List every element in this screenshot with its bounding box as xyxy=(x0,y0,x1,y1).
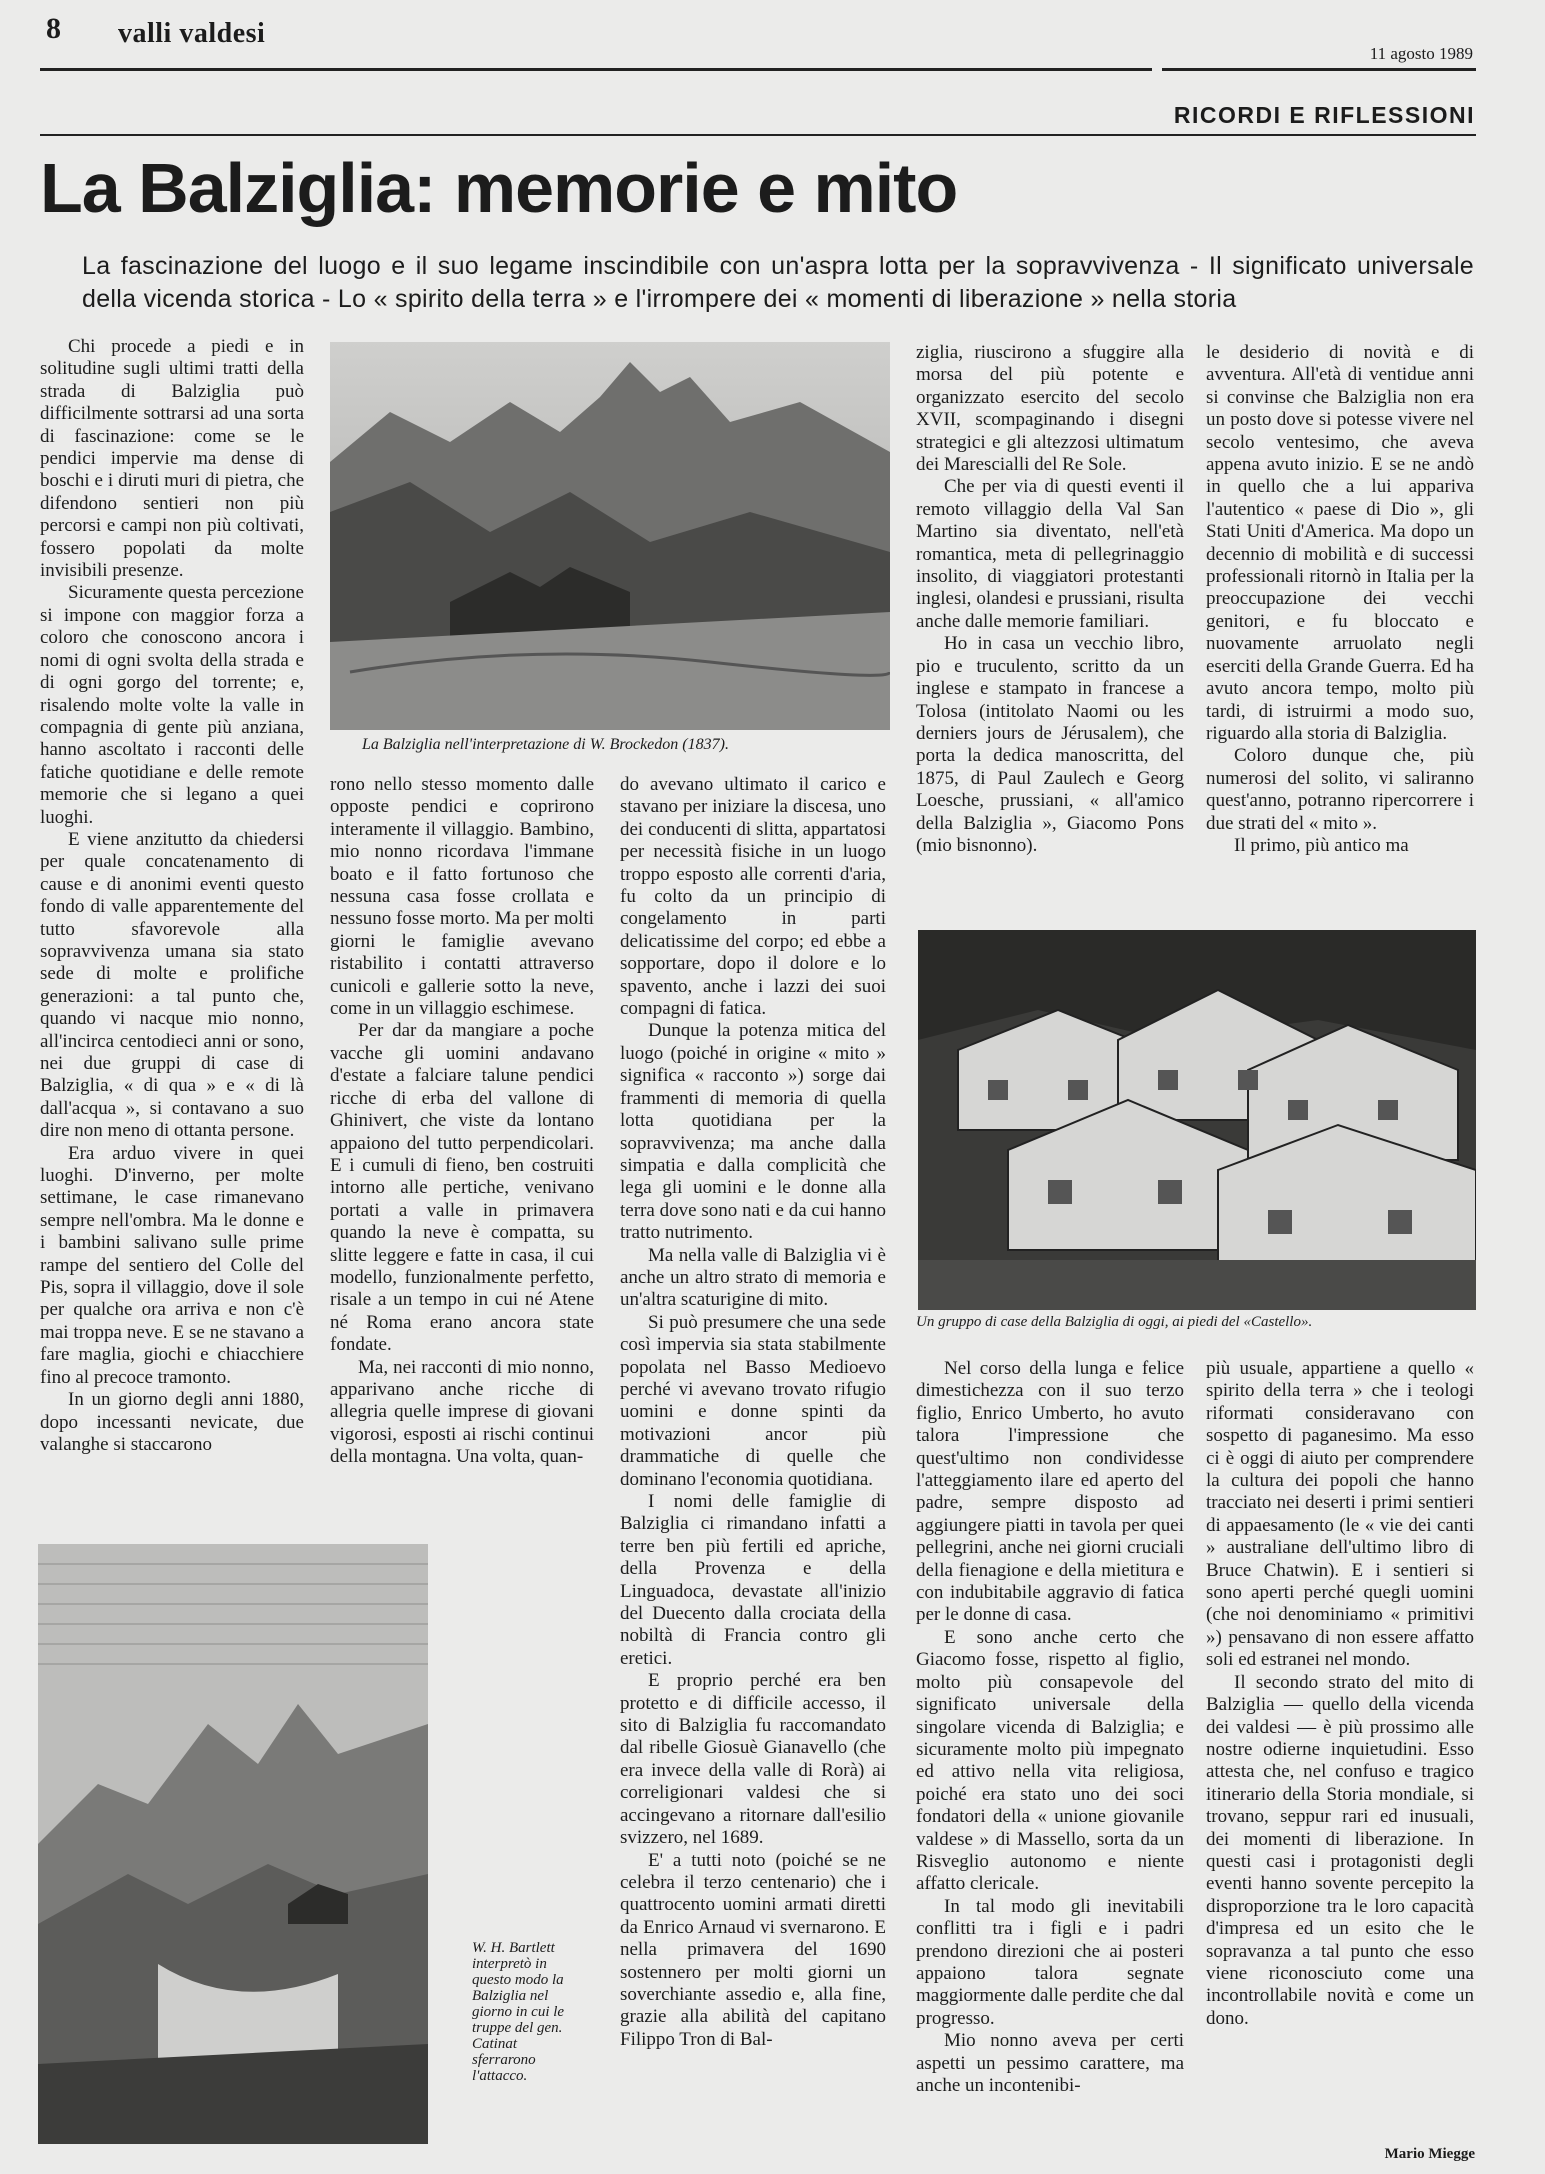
paragraph: Nel corso della lunga e felice dimestichezza con il suo terzo figlio, Enrico Umberto, ho avuto talora l'impressione che quest'ultimo non condividesse l'atteggiamento ilare ed aperto del padre, sempre disposto ad aggiungere piatti in tavola per quei pellegrini, anche nei giorni cruciali della fienagione e della mietitura e con indubitabile aggravio di fatica per le donne di casa. xyxy=(916,1358,1184,1626)
paragraph: Ma, nei racconti di mio nonno, apparivano anche ricche di allegria quelle imprese di giovani vigorosi, esposti ai rischi continui della montagna. Una volta, quan- xyxy=(330,1356,594,1468)
header-rule xyxy=(1162,68,1476,71)
paragraph: Il primo, più antico ma xyxy=(1234,834,1409,856)
text-column-6 xyxy=(916,1358,1184,2097)
paragraph: ziglia, riuscirono a sfuggire alla morsa del più potente e organizzato esercito del secolo XVII, scompaginando i disegni strategici e gli altezzosi ultimatum dei Marescialli del Re Sole. xyxy=(916,342,1184,476)
text-column-3 xyxy=(620,774,886,2051)
byline: Mario Miegge xyxy=(1384,2146,1475,2162)
paragraph: Chi procede a piedi e in solitudine sugli ultimi tratti della strada di Balziglia può difficilmente sottrarsi ad una sorta di fascinazione: come se le pendici impervie ma dense di boschi e i diruti muri di pietra, che difendono sentieri non più percorsi e campi non più coltivati, fossero popolati da molte invisibili presenze. xyxy=(40,336,304,582)
bartlett-engraving xyxy=(38,1544,428,2144)
brockedon-engraving xyxy=(330,342,890,730)
page-number: 8 xyxy=(46,12,61,45)
paragraph: rono nello stesso momento dalle opposte pendici e coprirono interamente il villaggio. Bambino, mio nonno ricordava l'immane boato e il fatto fortunoso che nessuna casa fosse crollata e nessuno fosse morto. Ma per molti giorni le famiglie avevano ristabilito i contatti attraverso cunicoli e gallerie sotto la neve, come in un villaggio eschimese. xyxy=(330,774,594,1020)
caption-brockedon: La Balziglia nell'interpretazione di W. Brockedon (1837). xyxy=(362,736,729,753)
masthead: valli valdesi xyxy=(118,18,266,49)
caption-bartlett: W. H. Bartlett interpretò in questo modo la Balziglia nel giorno in cui le truppe del gen. Catinat sferrarono l'attacco. xyxy=(472,1940,565,2084)
paragraph: più usuale, appartiene a quello « spirito della terra » che i teologi riformati consideravano con sospetto di paganesimo. Ma esso ci è oggi di aiuto per comprendere la cultura dei popoli che hanno tracciato nei deserti i primi sentieri di appaesamento (le « vie dei canti » australiane dell'ultimo libro di Bruce Chatwin). E i sentieri si sono aperti perché quegli uomini (che noi denominiamo « primitivi ») pensavano di non essere affatto soli ed estranei nel mondo. xyxy=(1206,1358,1474,1671)
paragraph: Che per via di questi eventi il remoto villaggio della Val San Martino sia diventato, nell'età romantica, meta di pellegrinaggio insolito, di viaggiatori protestanti inglesi, olandesi e prussiani, risulta anche dalle memorie familiari. xyxy=(916,476,1184,632)
paragraph: E viene anzitutto da chiedersi per quale concatenamento di cause e di anonimi eventi questo fondo di valle apparentemente del tutto sfavorevole alla sopravvivenza umana sia stato sede di molte e prolifiche generazioni: a tal punto che, quando vi nacque mio nonno, all'incirca centodieci anni or sono, nei due gruppi di case di Balziglia, « di qua » e « di là dall'acqua », si contavano a suo dire non meno di ottanta persone. xyxy=(40,828,304,1142)
paragraph: E proprio perché era ben protetto e di difficile accesso, il sito di Balziglia fu raccomandato dal ribelle Giosuè Gianavello (che era invece della valle di Rorà) ai correligionari valdesi che si accingevano a ritornare dall'esilio svizzero, nel 1689. xyxy=(620,1670,886,1849)
text-column-1 xyxy=(40,336,304,1456)
houses-photo xyxy=(918,930,1476,1310)
paragraph: Ma nella valle di Balziglia vi è anche un altro strato di memoria e un'altra scaturigine di mito. xyxy=(620,1244,886,1311)
header-rule xyxy=(40,68,1152,71)
paragraph: Dunque la potenza mitica del luogo (poiché in origine « mito » significa « racconto ») sorge dai frammenti di memoria di quella lotta quotidiana per la sopravvivenza; ma anche dalla simpatia e dalla complicità che lega gli uomini e le donne alla terra dove sono nati e da cui hanno tratto nutrimento. xyxy=(620,1020,886,1244)
issue-date: 11 agosto 1989 xyxy=(1369,44,1473,63)
paragraph: Ho in casa un vecchio libro, pio e truculento, scritto da un inglese e stampato in francese a Tolosa (intitolato Naomi ou les derniers jours de Jérusalem), che porta la dedica manoscritta, del 1875, di Paul Zaulech e Georg Loesche, prussiani, « all'amico della Balziglia », Giacomo Pons (mio bisnonno). xyxy=(916,633,1184,856)
article-subtitle: La fascinazione del luogo e il suo legame inscindibile con un'aspra lotta per la sopravvivenza - Il significato universale della vicenda storica - Lo « spirito della terra » e l'irrompere dei « momenti di liberazione » nella storia xyxy=(82,252,1474,313)
paragraph: Per dar da mangiare a poche vacche gli uomini andavano d'estate a falciare talune pendici ricche di erba del vallone di Ghinivert, che viste da lontano appaiono del tutto perpendicolari. E i cumuli di fieno, ben costruiti intorno alle pertiche, venivano portati a valle in primavera quando la neve è compatta, su slitte leggere e fatte in casa, il cui modello, funzionalmente perfetto, risale a un tempo in cui né Atene né Roma erano ancora state fondate. xyxy=(330,1020,594,1356)
paragraph: le desiderio di novità e di avventura. All'età di ventidue anni si convinse che Balziglia non era un posto dove si potesse vivere nel secolo ventesimo, che aveva appena avuto inizio. E se ne andò in quello che a lui appariva l'autentico « paese di Dio », gli Stati Uniti d'America. Ma dopo un decennio di mobilità e di successi professionali ritornò in Italia per la preoccupazione dei vecchi genitori, e fu bloccato e nuovamente arruolato negli eserciti della Grande Guerra. Ed ha avuto ancora tempo, molto più tardi, di istruirmi a modo suo, riguardo alla storia di Balziglia. xyxy=(1206,342,1474,744)
text-column-4 xyxy=(916,342,1184,857)
text-column-5 xyxy=(1206,342,1474,857)
section-rule xyxy=(40,134,1476,136)
paragraph: Il secondo strato del mito di Balziglia — quello della vicenda dei valdesi — è più prossimo alle nostre odierne inquietudini. Esso attesta che, nel confuso e tragico itinerario della Storia mondiale, si trovano, seppur rari ed inusuali, dei momenti di liberazione. In questi casi i protagonisti degli eventi hanno sovente percepito la disproporzione tra le loro capacità d'impresa ed un esito che le sopravanza a tal punto che esso viene riconosciuto come una incontrollabile novità e come un dono. xyxy=(1206,1671,1474,2029)
paragraph: E' a tutti noto (poiché se ne celebra il terzo centenario) che i quattrocento uomini armati diretti da Enrico Arnaud vi svernarono. E nella primavera del 1690 sostennero per molti giorni un soverchiante assedio e, alla fine, grazie alla abilità del capitano Filippo Tron di Bal- xyxy=(620,1849,886,2050)
paragraph: I nomi delle famiglie di Balziglia ci rimandano infatti a terre ben più fertili ed apriche, della Provenza e della Linguadoca, devastate all'inizio del Duecento dalla crociata della nobiltà di Francia contro gli eretici. xyxy=(620,1491,886,1669)
paragraph: do avevano ultimato il carico e stavano per iniziare la discesa, uno dei conducenti di slitta, appartatosi per necessità fisiche in un luogo troppo esposto alle correnti d'aria, fu colto da un principio di congelamento in parti delicatissime del corpo; ed ebbe a sopportare, dopo il dolore e lo spavento, anche i lazzi dei suoi compagni di fatica. xyxy=(620,774,886,1020)
article-title: La Balziglia: memorie e mito xyxy=(40,149,958,227)
caption-houses: Un gruppo di case della Balziglia di oggi, ai piedi del «Castello». xyxy=(916,1314,1313,1330)
paragraph: Si può presumere che una sede così impervia sia stata stabilmente popolata nel Basso Medioevo perché vi avevano trovato rifugio uomini e donne spinti da motivazioni ancor più drammatiche di quelle che dominano l'economia quotidiana. xyxy=(620,1311,886,1490)
paragraph: In tal modo gli inevitabili conflitti tra i figli e i padri prendono direzioni che ai posteri appaiono talora segnate maggiormente dalle perdite che dal progresso. xyxy=(916,1895,1184,2029)
text-column-2 xyxy=(330,774,594,1469)
paragraph: In un giorno degli anni 1880, dopo incessanti nevicate, due valanghe si staccarono xyxy=(40,1389,304,1455)
text-column-7 xyxy=(1206,1358,1474,2030)
section-label: RICORDI E RIFLESSIONI xyxy=(1173,102,1475,128)
paragraph: Sicuramente questa percezione si impone con maggior forza a coloro che conoscono ancora i nomi di ogni svolta della strada e di ogni gorgo del torrente; e, risalendo molte volte la valle in compagnia di gente più anziana, hanno ascoltato i racconti delle fatiche quotidiane e delle remote memorie che si legano a quei luoghi. xyxy=(40,582,304,828)
paragraph: Coloro dunque che, più numerosi del solito, vi saliranno quest'anno, potranno ripercorrere i due strati del « mito ». xyxy=(1206,745,1474,834)
paragraph: E sono anche certo che Giacomo fosse, rispetto al figlio, molto più consapevole del significato universale della singolare vicenda di Balziglia; e sicuramente molto più impegnato ed attivo nella vita religiosa, poiché era stato uno dei soci fondatori della « unione giovanile valdese » di Massello, sorta da un Risveglio autonomo e niente affatto clericale. xyxy=(916,1626,1184,1895)
paragraph: Era arduo vivere in quei luoghi. D'inverno, per molte settimane, le case rimanevano sempre nell'ombra. Ma le donne e i bambini salivano sulle prime rampe del sentiero del Colle del Pis, sopra il villaggio, dove il sole per qualche ora arriva e non c'è mai troppa neve. E se ne stavano a fare maglia, giochi e chiacchiere fino al precoce tramonto. xyxy=(40,1142,304,1388)
paragraph: Mio nonno aveva per certi aspetti un pessimo carattere, ma anche un incontenibi- xyxy=(916,2030,1184,2096)
